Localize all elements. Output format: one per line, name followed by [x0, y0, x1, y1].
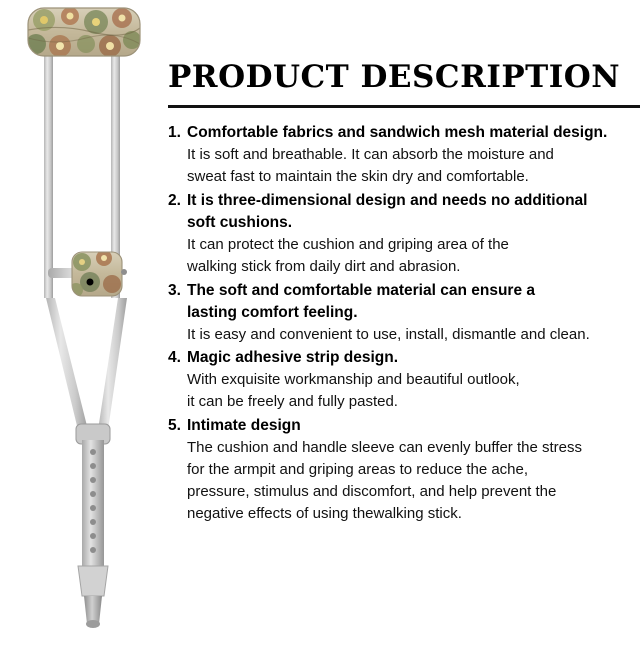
- body-line: It is soft and breathable. It can absorb the moisture and: [187, 146, 554, 163]
- item-heading: [168, 280, 640, 302]
- list-item: [168, 190, 640, 278]
- feature-list: [160, 108, 640, 525]
- body-line: negative effects of using thewalking stick.: [187, 504, 462, 522]
- item-number: 5.: [168, 417, 181, 435]
- item-heading-text: Comfortable fabrics and sandwich mesh material design.: [187, 124, 608, 141]
- body-line: walking stick from daily dirt and abrasion.: [187, 257, 461, 275]
- list-item: [168, 280, 640, 346]
- item-heading: [168, 190, 640, 212]
- item-heading-text: Magic adhesive strip design.: [187, 349, 399, 367]
- item-heading-continued: soft cushions.: [187, 213, 293, 231]
- body-line: pressure, stimulus and discomfort, and help prevent the: [187, 483, 557, 501]
- item-heading: [168, 347, 640, 369]
- handle-cover: [69, 250, 122, 297]
- item-heading: [168, 415, 640, 437]
- item-body: [168, 324, 640, 346]
- crutch-illustration: [0, 0, 160, 640]
- item-heading-text: The soft and comfortable material can ensure a: [187, 281, 535, 299]
- item-body: [168, 369, 640, 413]
- description-content: [160, 0, 640, 640]
- item-heading-text: Intimate design: [187, 417, 301, 435]
- item-number: 2.: [168, 191, 181, 209]
- list-item: [168, 347, 640, 413]
- body-line: sweat fast to maintain the skin dry and comfortable.: [187, 167, 529, 185]
- page-title: PRODUCT DESCRIPTION: [168, 59, 621, 95]
- item-heading-continued: lasting comfort feeling.: [187, 303, 358, 321]
- item-body: [168, 144, 640, 188]
- item-heading-text: It is three-dimensional design and needs no additional: [187, 191, 588, 209]
- armpit-pad: [26, 7, 141, 57]
- product-photo: [0, 0, 160, 640]
- item-body: [168, 437, 640, 525]
- item-body: [168, 234, 640, 278]
- body-line: it can be freely and fully pasted.: [187, 393, 398, 411]
- body-line: The cushion and handle sleeve can evenly buffer the stress: [187, 439, 582, 457]
- item-number: 4.: [168, 349, 181, 367]
- body-line: With exquisite workmanship and beautiful outlook,: [187, 371, 520, 389]
- list-item: [168, 122, 640, 188]
- body-line: It is easy and convenient to use, install, dismantle and clean.: [187, 325, 590, 343]
- list-item: [168, 415, 640, 525]
- item-heading: [168, 122, 640, 144]
- body-line: for the armpit and griping areas to reduce the ache,: [187, 461, 529, 479]
- item-number: 1.: [168, 124, 181, 141]
- body-line: It can protect the cushion and griping area of the: [187, 235, 509, 253]
- item-number: 3.: [168, 281, 181, 299]
